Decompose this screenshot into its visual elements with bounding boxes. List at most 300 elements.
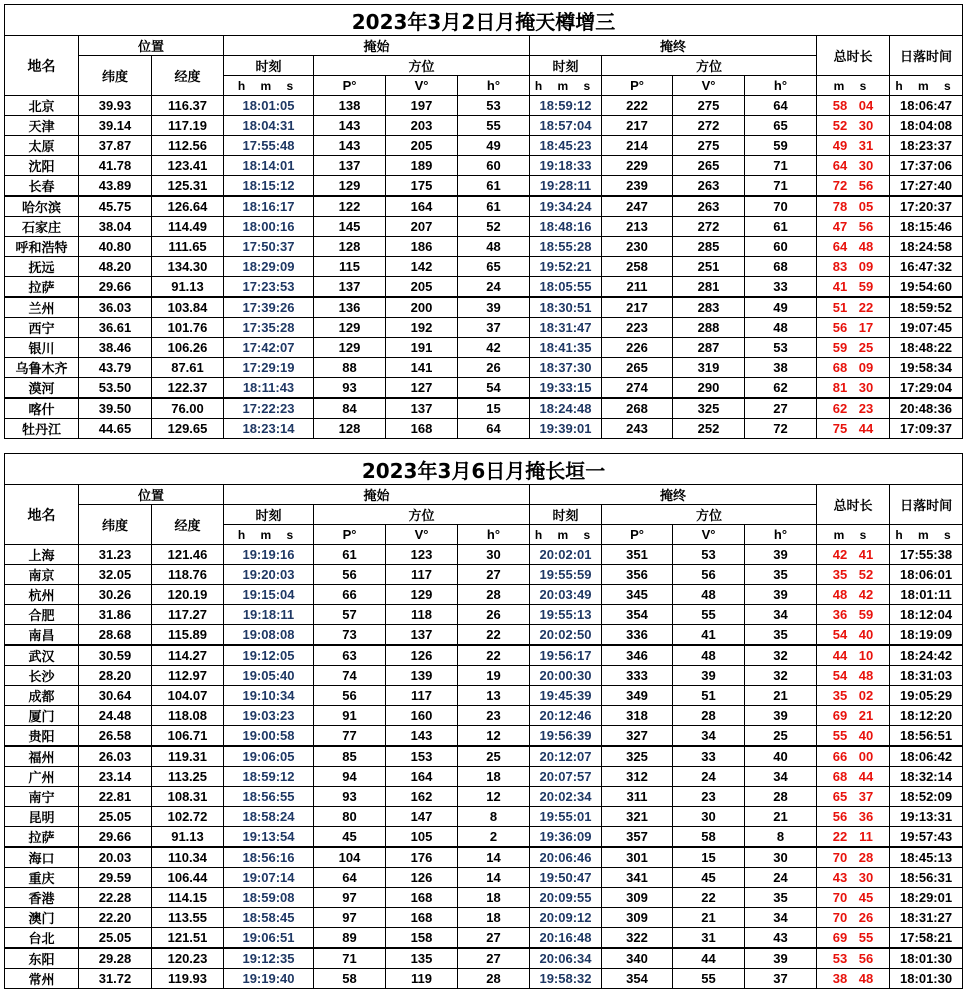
sunset-time: 19:57:43 xyxy=(890,827,963,848)
table-row xyxy=(5,827,963,848)
end-p: 309 xyxy=(602,908,673,928)
start-p: 136 xyxy=(314,297,386,318)
start-h: 64 xyxy=(458,419,530,439)
latitude: 45.75 xyxy=(79,196,152,217)
sunset-time: 19:58:34 xyxy=(890,358,963,378)
sunset-time: 18:29:01 xyxy=(890,888,963,908)
city-name: 厦门 xyxy=(5,706,79,726)
table-row xyxy=(5,605,963,625)
end-h: 34 xyxy=(745,767,817,787)
start-time: 19:12:35 xyxy=(224,948,314,969)
header-end-azimuth: 方位 xyxy=(602,505,817,525)
start-h: 8 xyxy=(458,807,530,827)
header-start-time: 时刻 xyxy=(224,56,314,76)
header-end-hms: h m s xyxy=(530,76,602,96)
end-p: 268 xyxy=(602,398,673,419)
duration-seconds: 02 xyxy=(858,688,874,703)
end-time: 18:05:55 xyxy=(530,277,602,298)
start-h: 54 xyxy=(458,378,530,399)
start-time: 18:14:01 xyxy=(224,156,314,176)
end-h: 33 xyxy=(745,277,817,298)
sunset-time: 18:04:08 xyxy=(890,116,963,136)
end-v: 41 xyxy=(673,625,745,646)
table-row xyxy=(5,338,963,358)
duration-minutes: 70 xyxy=(832,850,848,865)
end-h: 40 xyxy=(745,746,817,767)
end-p: 301 xyxy=(602,847,673,868)
end-p: 311 xyxy=(602,787,673,807)
duration-minutes: 75 xyxy=(832,421,848,436)
end-h: 70 xyxy=(745,196,817,217)
start-time: 19:13:54 xyxy=(224,827,314,848)
longitude: 87.61 xyxy=(152,358,224,378)
start-v: 127 xyxy=(386,378,458,399)
latitude: 36.61 xyxy=(79,318,152,338)
duration xyxy=(817,217,890,237)
longitude: 120.23 xyxy=(152,948,224,969)
city-name: 合肥 xyxy=(5,605,79,625)
duration-seconds: 48 xyxy=(858,971,874,986)
start-time: 18:58:45 xyxy=(224,908,314,928)
end-v: 39 xyxy=(673,666,745,686)
start-h: 19 xyxy=(458,666,530,686)
latitude: 25.05 xyxy=(79,807,152,827)
duration-minutes: 49 xyxy=(832,138,848,153)
city-name: 上海 xyxy=(5,545,79,565)
duration-minutes: 83 xyxy=(832,259,848,274)
header-start-v: V° xyxy=(386,525,458,545)
sunset-time: 17:58:21 xyxy=(890,928,963,949)
city-name: 漠河 xyxy=(5,378,79,399)
latitude: 40.80 xyxy=(79,237,152,257)
end-time: 20:07:57 xyxy=(530,767,602,787)
latitude: 48.20 xyxy=(79,257,152,277)
longitude: 118.76 xyxy=(152,565,224,585)
header-lon: 经度 xyxy=(152,505,224,545)
start-v: 139 xyxy=(386,666,458,686)
header-sunset: 日落时间 xyxy=(890,485,963,525)
header-position: 位置 xyxy=(79,485,224,505)
start-p: 84 xyxy=(314,398,386,419)
duration xyxy=(817,645,890,666)
city-name: 常州 xyxy=(5,969,79,989)
latitude: 39.93 xyxy=(79,96,152,116)
longitude: 106.26 xyxy=(152,338,224,358)
start-p: 45 xyxy=(314,827,386,848)
table-row xyxy=(5,625,963,646)
city-name: 重庆 xyxy=(5,868,79,888)
start-p: 93 xyxy=(314,787,386,807)
start-time: 17:55:48 xyxy=(224,136,314,156)
latitude: 24.48 xyxy=(79,706,152,726)
start-time: 18:56:16 xyxy=(224,847,314,868)
start-v: 153 xyxy=(386,746,458,767)
latitude: 29.66 xyxy=(79,827,152,848)
start-p: 66 xyxy=(314,585,386,605)
end-time: 19:39:01 xyxy=(530,419,602,439)
header-start-time: 时刻 xyxy=(224,505,314,525)
city-name: 澳门 xyxy=(5,908,79,928)
duration-seconds: 30 xyxy=(858,158,874,173)
start-h: 30 xyxy=(458,545,530,565)
end-p: 247 xyxy=(602,196,673,217)
city-name: 昆明 xyxy=(5,807,79,827)
start-v: 117 xyxy=(386,686,458,706)
start-time: 18:16:17 xyxy=(224,196,314,217)
duration-minutes: 59 xyxy=(832,340,848,355)
sunset-time: 19:05:29 xyxy=(890,686,963,706)
start-h: 26 xyxy=(458,605,530,625)
sunset-time: 18:12:04 xyxy=(890,605,963,625)
duration-minutes: 55 xyxy=(832,728,848,743)
duration-seconds: 30 xyxy=(858,870,874,885)
end-p: 333 xyxy=(602,666,673,686)
table-row xyxy=(5,136,963,156)
header-start: 掩始 xyxy=(224,485,530,505)
table-row xyxy=(5,116,963,136)
longitude: 106.44 xyxy=(152,868,224,888)
sunset-time: 18:19:09 xyxy=(890,625,963,646)
start-h: 14 xyxy=(458,847,530,868)
end-h: 39 xyxy=(745,948,817,969)
sunset-time: 18:52:09 xyxy=(890,787,963,807)
start-h: 37 xyxy=(458,318,530,338)
start-v: 141 xyxy=(386,358,458,378)
start-v: 129 xyxy=(386,585,458,605)
duration-seconds: 42 xyxy=(858,587,874,602)
duration-minutes: 36 xyxy=(832,607,848,622)
header-start-azimuth: 方位 xyxy=(314,505,530,525)
duration-minutes: 58 xyxy=(832,98,848,113)
end-time: 19:50:47 xyxy=(530,868,602,888)
city-name: 成都 xyxy=(5,686,79,706)
occultation-table-1 xyxy=(4,4,963,439)
table-row xyxy=(5,969,963,989)
end-time: 19:55:01 xyxy=(530,807,602,827)
end-h: 21 xyxy=(745,807,817,827)
start-v: 160 xyxy=(386,706,458,726)
start-time: 17:50:37 xyxy=(224,237,314,257)
end-v: 34 xyxy=(673,726,745,747)
end-time: 19:56:39 xyxy=(530,726,602,747)
end-v: 251 xyxy=(673,257,745,277)
duration-minutes: 41 xyxy=(832,279,848,294)
duration xyxy=(817,176,890,197)
start-time: 17:23:53 xyxy=(224,277,314,298)
duration-seconds: 59 xyxy=(858,279,874,294)
start-time: 18:58:24 xyxy=(224,807,314,827)
duration-minutes: 64 xyxy=(832,239,848,254)
header-end: 掩终 xyxy=(530,485,817,505)
occultation-table-2 xyxy=(4,453,963,989)
table-row xyxy=(5,888,963,908)
duration-minutes: 81 xyxy=(832,380,848,395)
longitude: 119.93 xyxy=(152,969,224,989)
duration-minutes: 72 xyxy=(832,178,848,193)
longitude: 106.71 xyxy=(152,726,224,747)
table-title: 2023年3月2日月掩天樽增三 xyxy=(5,5,963,36)
start-time: 18:04:31 xyxy=(224,116,314,136)
end-v: 263 xyxy=(673,176,745,197)
end-p: 349 xyxy=(602,686,673,706)
end-p: 265 xyxy=(602,358,673,378)
start-p: 128 xyxy=(314,237,386,257)
header-sunset-hms: h m s xyxy=(890,76,963,96)
header-end-time: 时刻 xyxy=(530,505,602,525)
duration xyxy=(817,338,890,358)
duration-seconds: 31 xyxy=(858,138,874,153)
duration xyxy=(817,888,890,908)
city-name: 沈阳 xyxy=(5,156,79,176)
end-p: 354 xyxy=(602,969,673,989)
start-h: 12 xyxy=(458,787,530,807)
sunset-time: 18:24:58 xyxy=(890,237,963,257)
end-h: 39 xyxy=(745,545,817,565)
start-h: 26 xyxy=(458,358,530,378)
duration-minutes: 47 xyxy=(832,219,848,234)
duration-seconds: 52 xyxy=(858,567,874,582)
end-time: 18:37:30 xyxy=(530,358,602,378)
city-name: 太原 xyxy=(5,136,79,156)
longitude: 116.37 xyxy=(152,96,224,116)
start-p: 91 xyxy=(314,706,386,726)
longitude: 113.55 xyxy=(152,908,224,928)
sunset-time: 17:37:06 xyxy=(890,156,963,176)
start-v: 126 xyxy=(386,868,458,888)
table-row xyxy=(5,358,963,378)
duration xyxy=(817,807,890,827)
duration-seconds: 56 xyxy=(858,178,874,193)
longitude: 110.34 xyxy=(152,847,224,868)
header-start-p: P° xyxy=(314,76,386,96)
end-p: 230 xyxy=(602,237,673,257)
sunset-time: 18:56:51 xyxy=(890,726,963,747)
table-row xyxy=(5,645,963,666)
header-lon: 经度 xyxy=(152,56,224,96)
sunset-time: 18:59:52 xyxy=(890,297,963,318)
latitude: 30.64 xyxy=(79,686,152,706)
start-time: 18:23:14 xyxy=(224,419,314,439)
start-time: 19:19:16 xyxy=(224,545,314,565)
end-v: 28 xyxy=(673,706,745,726)
table-row xyxy=(5,419,963,439)
city-name: 喀什 xyxy=(5,398,79,419)
city-name: 牡丹江 xyxy=(5,419,79,439)
duration-seconds: 30 xyxy=(858,380,874,395)
table-row xyxy=(5,196,963,217)
start-v: 164 xyxy=(386,767,458,787)
table-row xyxy=(5,257,963,277)
end-p: 354 xyxy=(602,605,673,625)
start-v: 205 xyxy=(386,136,458,156)
start-p: 97 xyxy=(314,908,386,928)
city-name: 杭州 xyxy=(5,585,79,605)
start-time: 19:03:23 xyxy=(224,706,314,726)
end-time: 20:06:46 xyxy=(530,847,602,868)
longitude: 129.65 xyxy=(152,419,224,439)
end-p: 340 xyxy=(602,948,673,969)
start-time: 18:15:12 xyxy=(224,176,314,197)
header-start-v: V° xyxy=(386,76,458,96)
longitude: 108.31 xyxy=(152,787,224,807)
duration-minutes: 48 xyxy=(832,587,848,602)
table-row xyxy=(5,237,963,257)
end-v: 272 xyxy=(673,217,745,237)
latitude: 20.03 xyxy=(79,847,152,868)
start-v: 189 xyxy=(386,156,458,176)
start-h: 27 xyxy=(458,565,530,585)
header-position: 位置 xyxy=(79,36,224,56)
header-start-hms: h m s xyxy=(224,76,314,96)
end-p: 318 xyxy=(602,706,673,726)
end-time: 20:09:12 xyxy=(530,908,602,928)
end-h: 34 xyxy=(745,605,817,625)
city-name: 南昌 xyxy=(5,625,79,646)
sunset-time: 18:31:27 xyxy=(890,908,963,928)
duration-minutes: 44 xyxy=(832,648,848,663)
start-h: 53 xyxy=(458,96,530,116)
longitude: 101.76 xyxy=(152,318,224,338)
latitude: 44.65 xyxy=(79,419,152,439)
city-name: 广州 xyxy=(5,767,79,787)
end-v: 263 xyxy=(673,196,745,217)
sunset-time: 18:32:14 xyxy=(890,767,963,787)
latitude: 43.89 xyxy=(79,176,152,197)
longitude: 123.41 xyxy=(152,156,224,176)
end-time: 20:03:49 xyxy=(530,585,602,605)
end-v: 30 xyxy=(673,807,745,827)
end-v: 325 xyxy=(673,398,745,419)
start-p: 89 xyxy=(314,928,386,949)
duration xyxy=(817,908,890,928)
city-name: 长沙 xyxy=(5,666,79,686)
latitude: 38.46 xyxy=(79,338,152,358)
end-v: 272 xyxy=(673,116,745,136)
duration-minutes: 56 xyxy=(832,320,848,335)
end-p: 243 xyxy=(602,419,673,439)
end-h: 39 xyxy=(745,585,817,605)
end-v: 290 xyxy=(673,378,745,399)
end-v: 281 xyxy=(673,277,745,298)
start-v: 168 xyxy=(386,888,458,908)
start-h: 23 xyxy=(458,706,530,726)
duration xyxy=(817,398,890,419)
duration-seconds: 28 xyxy=(858,850,874,865)
end-time: 18:57:04 xyxy=(530,116,602,136)
longitude: 119.31 xyxy=(152,746,224,767)
sunset-time: 18:48:22 xyxy=(890,338,963,358)
duration-minutes: 53 xyxy=(832,951,848,966)
start-p: 71 xyxy=(314,948,386,969)
sunset-time: 18:24:42 xyxy=(890,645,963,666)
end-p: 356 xyxy=(602,565,673,585)
start-v: 176 xyxy=(386,847,458,868)
header-end-h: h° xyxy=(745,525,817,545)
start-v: 162 xyxy=(386,787,458,807)
end-time: 19:58:32 xyxy=(530,969,602,989)
sunset-time: 17:55:38 xyxy=(890,545,963,565)
duration-seconds: 09 xyxy=(858,360,874,375)
end-p: 223 xyxy=(602,318,673,338)
duration-seconds: 56 xyxy=(858,219,874,234)
end-time: 20:06:34 xyxy=(530,948,602,969)
duration-seconds: 25 xyxy=(858,340,874,355)
start-v: 168 xyxy=(386,908,458,928)
duration-seconds: 10 xyxy=(858,648,874,663)
table-row xyxy=(5,807,963,827)
start-time: 19:05:40 xyxy=(224,666,314,686)
latitude: 39.50 xyxy=(79,398,152,419)
start-v: 126 xyxy=(386,645,458,666)
start-h: 24 xyxy=(458,277,530,298)
duration xyxy=(817,868,890,888)
duration-seconds: 45 xyxy=(858,890,874,905)
end-time: 20:00:30 xyxy=(530,666,602,686)
start-time: 18:29:09 xyxy=(224,257,314,277)
start-v: 192 xyxy=(386,318,458,338)
start-time: 18:59:12 xyxy=(224,767,314,787)
table-row xyxy=(5,217,963,237)
start-time: 17:22:23 xyxy=(224,398,314,419)
latitude: 37.87 xyxy=(79,136,152,156)
start-p: 137 xyxy=(314,156,386,176)
longitude: 114.27 xyxy=(152,645,224,666)
duration-minutes: 35 xyxy=(832,567,848,582)
end-time: 20:16:48 xyxy=(530,928,602,949)
end-v: 275 xyxy=(673,136,745,156)
latitude: 31.23 xyxy=(79,545,152,565)
table-row xyxy=(5,318,963,338)
city-name: 北京 xyxy=(5,96,79,116)
end-h: 37 xyxy=(745,969,817,989)
end-time: 19:55:59 xyxy=(530,565,602,585)
start-time: 19:12:05 xyxy=(224,645,314,666)
end-p: 217 xyxy=(602,116,673,136)
city-name: 福州 xyxy=(5,746,79,767)
duration-seconds: 00 xyxy=(858,749,874,764)
longitude: 112.97 xyxy=(152,666,224,686)
duration xyxy=(817,116,890,136)
end-h: 35 xyxy=(745,625,817,646)
table-row xyxy=(5,726,963,747)
duration-seconds: 59 xyxy=(858,607,874,622)
end-h: 59 xyxy=(745,136,817,156)
duration-minutes: 70 xyxy=(832,910,848,925)
duration-minutes: 52 xyxy=(832,118,848,133)
start-h: 48 xyxy=(458,237,530,257)
duration-seconds: 48 xyxy=(858,239,874,254)
duration-minutes: 69 xyxy=(832,708,848,723)
duration-seconds: 40 xyxy=(858,627,874,642)
longitude: 112.56 xyxy=(152,136,224,156)
city-name: 南京 xyxy=(5,565,79,585)
duration-seconds: 37 xyxy=(858,789,874,804)
longitude: 122.37 xyxy=(152,378,224,399)
city-name: 长春 xyxy=(5,176,79,197)
latitude: 38.04 xyxy=(79,217,152,237)
city-name: 哈尔滨 xyxy=(5,196,79,217)
table-row xyxy=(5,545,963,565)
longitude: 104.07 xyxy=(152,686,224,706)
start-p: 97 xyxy=(314,888,386,908)
duration xyxy=(817,237,890,257)
duration-seconds: 40 xyxy=(858,728,874,743)
duration xyxy=(817,686,890,706)
duration-minutes: 22 xyxy=(832,829,848,844)
end-h: 35 xyxy=(745,888,817,908)
start-p: 138 xyxy=(314,96,386,116)
start-time: 19:19:40 xyxy=(224,969,314,989)
